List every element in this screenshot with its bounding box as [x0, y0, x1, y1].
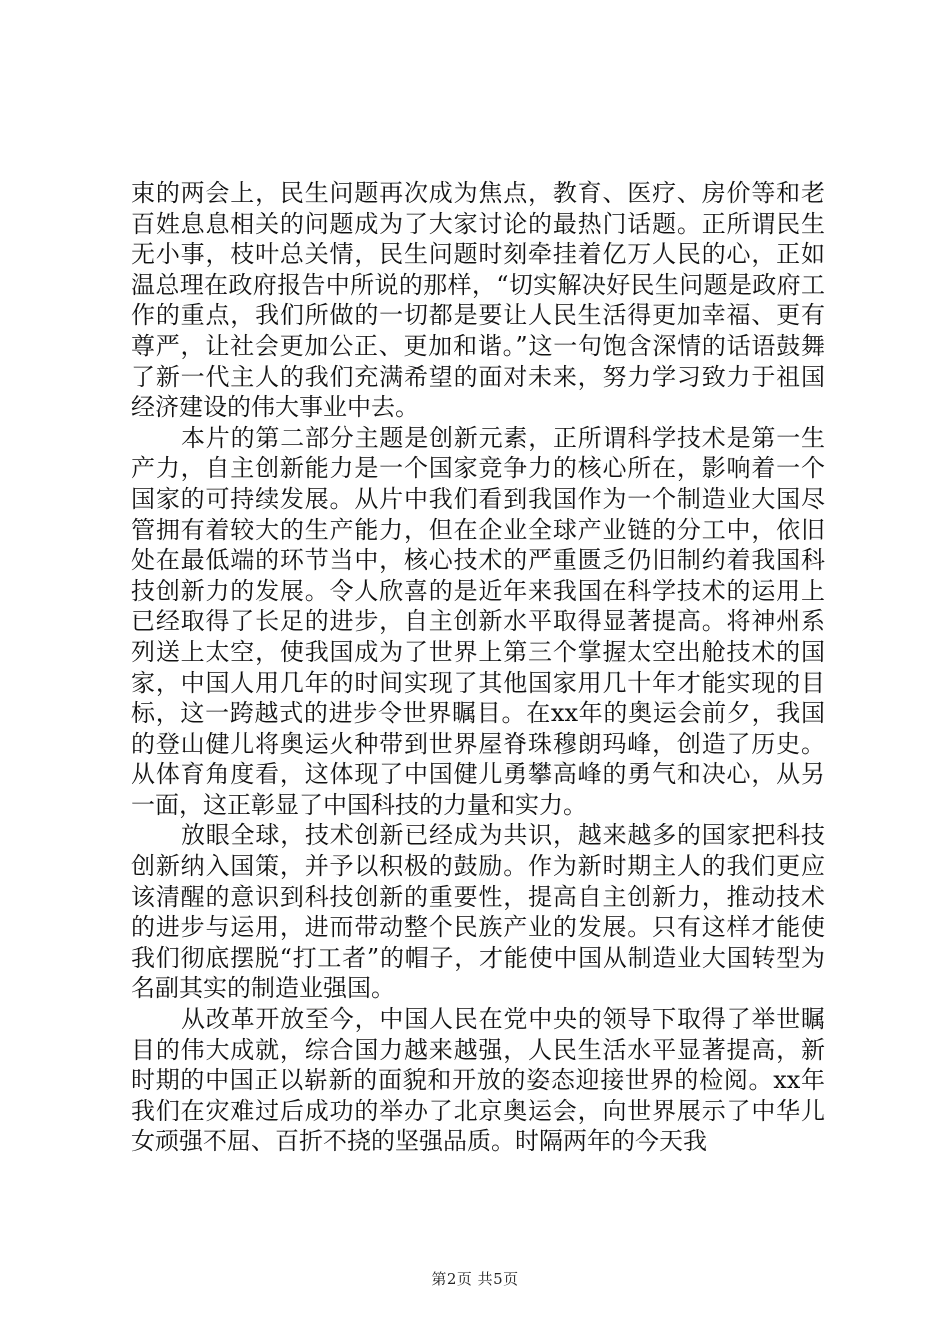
paragraph-4: 从改革开放至今，中国人民在党中央的领导下取得了举世瞩目的伟大成就，综合国力越来越强，人民生活水平显著提高，新时期的中国正以崭新的面貌和开放的姿态迎接世界的检阅。xx年我们在灾难过后成功的举办了北京奥运会，向世界展示了中华儿女顽强不屈、百折不挠的坚强品质。时隔两年的今天我 — [131, 1005, 825, 1156]
paragraph-3: 放眼全球，技术创新已经成为共识，越来越多的国家把科技创新纳入国策，并予以积极的鼓励。作为新时期主人的我们更应该清醒的意识到科技创新的重要性，提高自主创新力，推动技术的进步与运用，进而带动整个民族产业的发展。只有这样才能使我们彻底摆脱“打工者”的帽子，才能使中国从制造业大国转型为名副其实的制造业强国。 — [131, 821, 825, 1003]
paragraph-1: 束的两会上，民生问题再次成为焦点，教育、医疗、房价等和老百姓息息相关的问题成为了大家讨论的最热门话题。正所谓民生无小事，枝叶总关情，民生问题时刻牵挂着亿万人民的心，正如温总理在政府报告中所说的那样，“切实解决好民生问题是政府工作的重点，我们所做的一切都是要让人民生活得更加幸福、更有尊严，让社会更加公正、更加和谐。”这一句饱含深情的话语鼓舞了新一代主人的我们充满希望的面对未来，努力学习致力于祖国经济建设的伟大事业中去。 — [131, 179, 825, 422]
paragraph-2: 本片的第二部分主题是创新元素，正所谓科学技术是第一生产力，自主创新能力是一个国家竞争力的核心所在，影响着一个国家的可持续发展。从片中我们看到我国作为一个制造业大国尽管拥有着较大的生产能力，但在企业全球产业链的分工中，依旧处在最低端的环节当中，核心技术的严重匮乏仍旧制约着我国科技创新力的发展。令人欣喜的是近年来我国在科学技术的运用上已经取得了长足的进步，自主创新水平取得显著提高。将神州系列送上太空，使我国成为了世界上第三个掌握太空出舱技术的国家，中国人用几年的时间实现了其他国家用几十年才能实现的目标，这一跨越式的进步令世界瞩目。在xx年的奥运会前夕，我国的登山健儿将奥运火种带到世界屋脊珠穆朗玛峰，创造了历史。从体育角度看，这体现了中国健儿勇攀高峰的勇气和决心，从另一面，这正彰显了中国科技的力量和实力。 — [131, 423, 825, 819]
document-body — [131, 178, 825, 1157]
page-footer: 第2页 共5页 — [431, 1270, 519, 1288]
